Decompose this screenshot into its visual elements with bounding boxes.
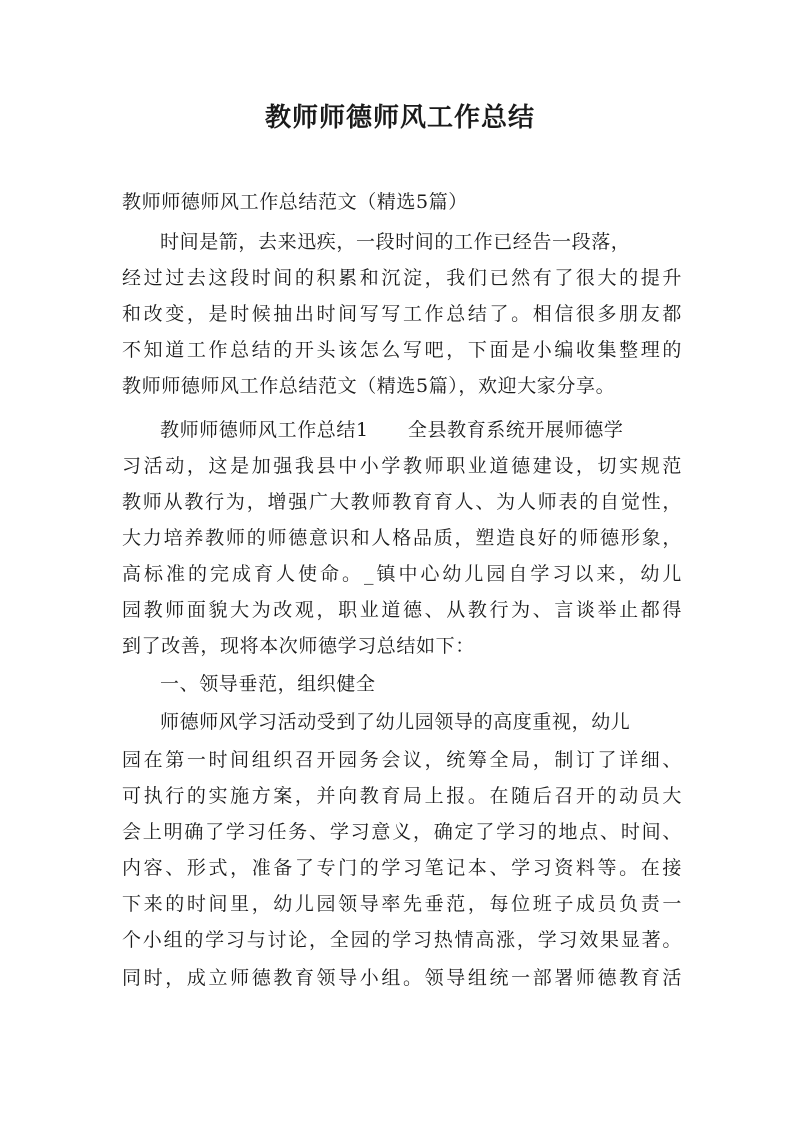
- section-heading: 一、领导垂范，组织健全: [160, 673, 376, 695]
- paragraph-line: 经过过去这段时间的积累和沉淀，我们已然有了很大的提升: [122, 267, 682, 289]
- paragraph-line: 可执行的实施方案，并向教育局上报。在随后召开的动员大: [122, 785, 682, 807]
- paragraph-line: 高标准的完成育人使命。_镇中心幼儿园自学习以来，幼儿: [122, 563, 682, 585]
- paragraph-line: 教师师德师风工作总结1 全县教育系统开展师德学: [160, 419, 624, 441]
- paragraph-line: 大力培养教师的师德意识和人格品质，塑造良好的师德形象，: [122, 527, 682, 549]
- paragraph-line: 园教师面貌大为改观，职业道德、从教行为、言谈举止都得: [122, 599, 682, 621]
- paragraph-line: 时间是箭，去来迅疾，一段时间的工作已经告一段落，: [160, 231, 631, 253]
- paragraph-line: 和改变，是时候抽出时间写写工作总结了。相信很多朋友都: [122, 303, 682, 325]
- paragraph-line: 同时，成立师德教育领导小组。领导组统一部署师德教育活: [122, 967, 682, 989]
- paragraph-line: 师德师风学习活动受到了幼儿园领导的高度重视，幼儿: [160, 711, 631, 733]
- paragraph-line: 不知道工作总结的开头该怎么写吧，下面是小编收集整理的: [122, 339, 682, 361]
- paragraph-line: 园在第一时间组织召开园务会议，统筹全局，制订了详细、: [122, 749, 682, 771]
- paragraph-line: 到了改善，现将本次师德学习总结如下：: [122, 635, 475, 657]
- paragraph-line: 下来的时间里，幼儿园领导率先垂范，每位班子成员负责一: [122, 893, 682, 915]
- paragraph-line: 内容、形式，准备了专门的学习笔记本、学习资料等。在接: [122, 857, 682, 879]
- paragraph-line: 教师师德师风工作总结范文（精选5篇），欢迎大家分享。: [122, 375, 616, 397]
- paragraph-line: 会上明确了学习任务、学习意义，确定了学习的地点、时间、: [122, 821, 682, 843]
- document-title: 教师师德师风工作总结: [264, 103, 535, 133]
- paragraph-line: 个小组的学习与讨论，全园的学习热情高涨，学习效果显著。: [122, 929, 682, 951]
- paragraph-line: 习活动，这是加强我县中小学教师职业道德建设，切实规范: [122, 455, 682, 477]
- paragraph-line: 教师从教行为，增强广大教师教育育人、为人师表的自觉性，: [122, 491, 682, 513]
- subtitle-line: 教师师德师风工作总结范文（精选5篇）: [122, 191, 468, 213]
